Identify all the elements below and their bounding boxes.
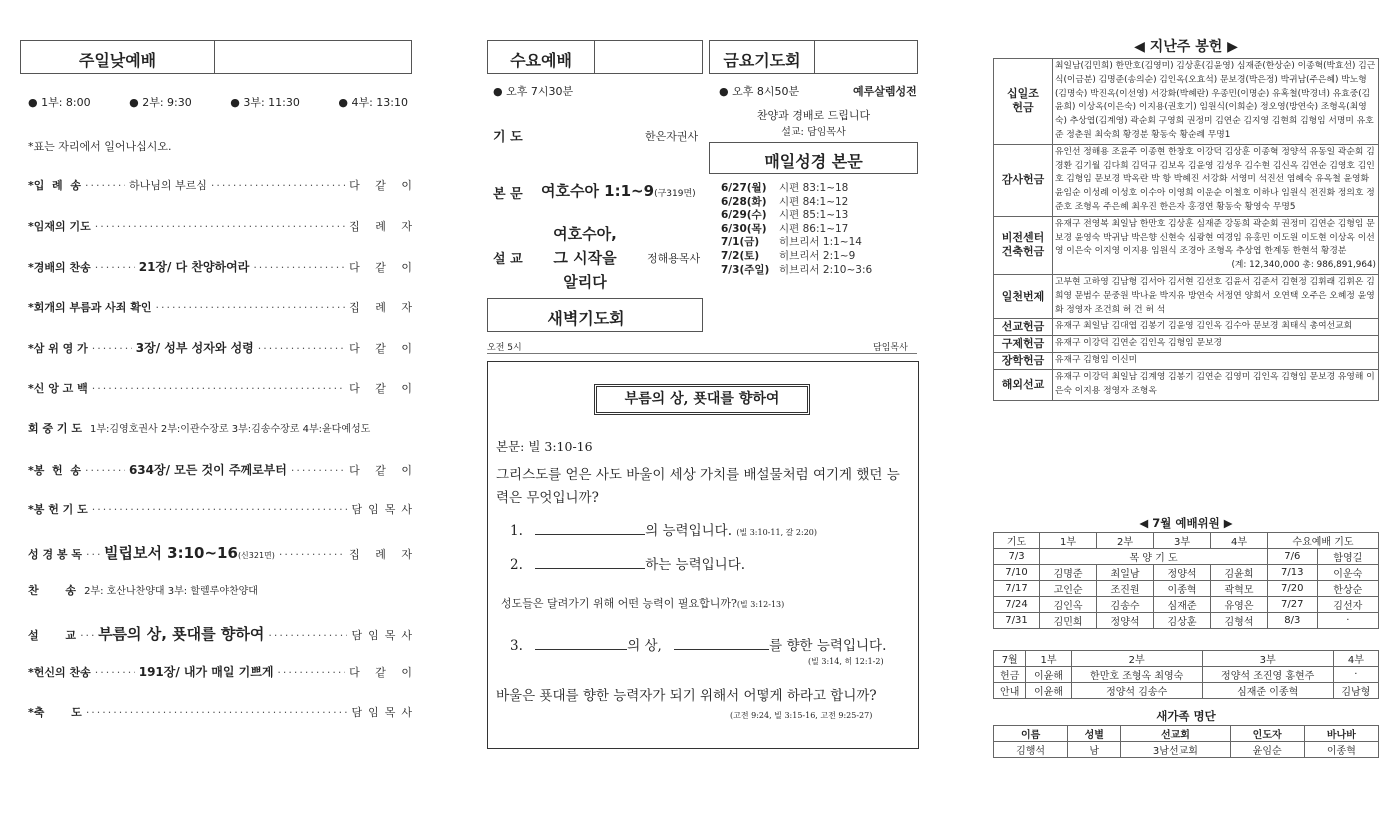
july-cell: 8/3	[1268, 613, 1318, 629]
order-text	[104, 542, 275, 563]
blank-number: 2.	[510, 557, 523, 573]
july-head-cell: 1부	[1040, 533, 1097, 549]
july-cell: 목 양 기 도	[1040, 549, 1268, 565]
order-text-page: (신321면)	[237, 550, 275, 560]
july-row	[994, 581, 1379, 597]
daily-verse: 시편 83:1~18	[779, 182, 849, 194]
order-text-main: 하나님의 부르심	[128, 179, 207, 192]
july-cell: 7/31	[994, 613, 1040, 629]
order-leader	[279, 548, 345, 561]
blank-text: 의 상,	[627, 638, 662, 654]
daily-verse: 시편 84:1~12	[779, 195, 849, 208]
offering-name-list: 유재구 이강덕 김연순 김인옥 김형임 문보경	[1055, 338, 1222, 349]
blank-text: 의 능력입니다.	[645, 523, 733, 539]
order-text-main: 빌립보서 3:10~16	[104, 543, 238, 562]
july-cell: 이종혁	[1154, 581, 1211, 597]
july-committee-table	[993, 532, 1379, 629]
order-label: *삼 위 영 가	[28, 342, 88, 355]
friday-header	[709, 40, 918, 74]
order-text	[98, 623, 264, 644]
order-right: 다 같 이	[349, 179, 418, 192]
order-row	[28, 623, 418, 644]
newfamily-head-row	[994, 726, 1379, 742]
july2-row	[994, 667, 1379, 683]
order-row	[28, 299, 418, 315]
order-leader	[95, 261, 135, 274]
order-label: 회 중 기 도	[28, 422, 82, 435]
offering-category: 십일조 헌금	[994, 59, 1053, 145]
july2-cell: 이윤해	[1026, 667, 1071, 683]
order-text: 2부: 호산나찬양대 3부: 할렐루야찬양대	[84, 586, 258, 597]
order-row	[28, 420, 418, 436]
july-cell: 7/17	[994, 581, 1040, 597]
offering-name-list: 유재구 이강덕 최일남 김계영 김봉기 김연순 김영미 김인옥 김형임 문보경 유영해 이은숙 이지용 정영자 조형옥	[1055, 372, 1375, 397]
daily-date: 6/29(수)	[721, 209, 767, 222]
offering-name-list: 최일남(김민희) 한만호(김영미) 김상훈(김윤영) 심재준(한상순) 이종혁(박효선) 김근식(이금분) 김명준(송의순) 김인옥(오효석) 문보경(박은정) 박귀남(주은혜) 박노형(김명숙) 박진옥(이선영) 서강화(박혜란) 우종민(이명순) 유혹철(박경녀) 유효중(김윤희) 이상옥(이은숙) 이지용(권호기) 임원식(이희순) 정오영(방연숙) 조형옥(최영숙) 추상엽(김계영) 곽순회 구영희 권정미 김연순 김지영 김현희 김형임 서명미 유호준 정춘원 최숙희 황경분 황동숙 황순례 무명1	[1055, 61, 1376, 140]
newfamily-cell: 김행석	[994, 742, 1068, 758]
standing-note: *표는 자리에서 일어나십시오.	[28, 140, 172, 153]
order-label: *축 도	[28, 705, 82, 719]
offering-category: 장학헌금	[994, 353, 1053, 370]
order-label: 찬 송	[28, 584, 77, 597]
order-text: 1부:김영호권사 2부:이관수장로 3부:김송수장로 4부:윤다예성도	[90, 424, 371, 435]
order-leader	[258, 342, 345, 355]
offering-category: 선교헌금	[994, 319, 1053, 336]
july-cell: 7/6	[1268, 549, 1318, 565]
blank-ref: (빌 3:10-11, 갈 2:20)	[736, 528, 818, 537]
offering-names	[1053, 370, 1379, 401]
order-right: 집 례 자	[349, 219, 418, 233]
july-cell: 김윤희	[1211, 565, 1268, 581]
newfamily-cell: 이종혁	[1304, 742, 1378, 758]
july-cell: 김상훈	[1154, 613, 1211, 629]
order-leader	[92, 342, 132, 355]
july-cell: 고인순	[1040, 581, 1097, 597]
offering-row	[994, 336, 1379, 353]
order-right: 집 례 자	[349, 300, 418, 314]
daily-date: 6/30(목)	[721, 222, 767, 235]
july-cell: 김송수	[1097, 597, 1154, 613]
sermon-title-line: 여호수아,	[553, 225, 617, 243]
offering-row	[994, 144, 1379, 216]
dawn-time: 오전 5시	[487, 343, 522, 353]
blank-line	[674, 649, 769, 650]
order-row	[28, 542, 418, 563]
offering-row	[994, 353, 1379, 370]
order-label: *경배의 찬송	[28, 261, 91, 274]
july-cell: 조진원	[1097, 581, 1154, 597]
sermon-note-title: 부름의 상, 푯대를 향하여	[594, 384, 810, 415]
order-right: 담임목사	[351, 503, 418, 516]
offering-names	[1053, 144, 1379, 216]
order-leader	[95, 220, 345, 233]
friday-line2: 설교: 담임목사	[781, 127, 846, 138]
order-right: 집 례 자	[349, 547, 418, 561]
note-ref-3: (빌 3:14, 히 12:1-2)	[808, 657, 884, 666]
newfamily-table	[993, 725, 1379, 758]
divider	[487, 353, 917, 354]
time-1: ● 1부: 8:00	[28, 96, 91, 109]
sunday-header	[20, 40, 412, 74]
sermon-title-line: 알리다	[563, 273, 607, 291]
offering-names	[1053, 336, 1379, 353]
order-row	[28, 380, 418, 396]
dawn-title: 새벽기도회	[547, 309, 625, 328]
order-text	[136, 339, 254, 356]
wednesday-time: ● 오후 7시30분	[493, 85, 574, 98]
order-row	[28, 704, 418, 720]
daily-verse: 시편 85:1~13	[779, 209, 849, 222]
order-right: 다 같 이	[349, 463, 418, 477]
july-cell: 김민희	[1040, 613, 1097, 629]
july-row	[994, 597, 1379, 613]
daily-date: 7/1(금)	[721, 236, 760, 249]
offering-category: 구제헌금	[994, 336, 1053, 353]
order-label: *입 례 송	[28, 179, 81, 192]
offering-total: (계: 12,340,000 총: 986,891,964)	[1231, 260, 1376, 271]
order-leader	[268, 629, 347, 642]
daily-date: 6/27(월)	[721, 182, 767, 194]
time-4: ● 4부: 13:10	[338, 96, 408, 109]
order-label: *신 앙 고 백	[28, 381, 88, 395]
sermon-note-box	[487, 361, 919, 749]
july-title: ◀ 7월 예배위원 ▶	[1139, 516, 1233, 530]
order-label: *봉 헌 기 도	[28, 503, 88, 516]
order-row	[28, 339, 418, 356]
july2-cell: 정양석 김송수	[1071, 683, 1202, 699]
july-cell: 한상순	[1317, 581, 1378, 597]
sermon-label: 설 교	[493, 252, 523, 267]
newfamily-title: 새가족 명단	[1156, 709, 1216, 723]
sermon-title-line: 그 시작을	[553, 249, 617, 267]
wednesday-title: 수요예배	[510, 51, 572, 70]
july-cell: 김인옥	[1040, 597, 1097, 613]
order-label: 성 경 봉 독	[28, 547, 82, 561]
preacher: 정해용목사	[647, 252, 701, 265]
friday-time: ● 오후 8시50분	[719, 85, 800, 98]
daily-row	[721, 223, 872, 237]
july2-head-cell: 2부	[1071, 651, 1202, 667]
question-text: 성도들은 달려가기 위해 어떤 능력이 필요합니까?	[501, 597, 737, 610]
july-head-cell: 수요예배 기도	[1268, 533, 1379, 549]
order-leader	[85, 179, 125, 192]
offering-names	[1053, 353, 1379, 370]
order-leader	[86, 706, 348, 719]
july-cell: 유영은	[1211, 597, 1268, 613]
daily-list	[721, 182, 872, 277]
july-head-row	[994, 533, 1379, 549]
dawn-leader: 담임목사	[873, 343, 908, 353]
order-label: *임재의 기도	[28, 219, 91, 233]
note-question-1: 그리스도를 얻은 사도 바울이 세상 가치를 배설물처럼 여기게 했던 능력은 무엇입니까?	[496, 467, 900, 506]
order-leader	[80, 629, 94, 642]
order-leader	[92, 382, 345, 395]
july2-head-cell: 3부	[1202, 651, 1333, 667]
divider	[214, 41, 215, 73]
order-text-main: 부름의 상, 푯대를 향하여	[98, 624, 265, 643]
july2-row	[994, 683, 1379, 699]
text-value	[541, 180, 696, 201]
blank-line	[535, 568, 645, 569]
order-leader	[156, 301, 346, 314]
offering-row	[994, 59, 1379, 145]
prayer-label: 기 도	[493, 130, 523, 145]
order-right: 다 같 이	[349, 342, 418, 355]
order-row	[28, 177, 418, 193]
text-label: 본 문	[493, 187, 523, 202]
daily-title: 매일성경 본문	[764, 152, 863, 171]
blank-line	[535, 534, 645, 535]
offering-category: 일천번제	[994, 274, 1053, 318]
order-leader	[85, 464, 125, 477]
prayer-name: 한은자권사	[645, 130, 699, 143]
offering-category: 감사헌금	[994, 144, 1053, 216]
order-right: 다 같 이	[349, 666, 418, 679]
daily-date: 7/3(주일)	[721, 263, 770, 276]
text-page: (구319면)	[654, 189, 696, 199]
sermon-title	[545, 222, 625, 294]
friday-title: 금요기도회	[723, 51, 801, 70]
daily-row	[721, 264, 872, 278]
offering-names	[1053, 216, 1379, 274]
july-cell: 7/13	[1268, 565, 1318, 581]
order-leader	[211, 179, 345, 192]
newfamily-cell: 윤임순	[1230, 742, 1304, 758]
offering-category: 비전센터 건축헌금	[994, 216, 1053, 274]
july2-cell: 김남형	[1333, 683, 1378, 699]
order-right: 담임목사	[351, 705, 418, 719]
note-blank-1	[510, 519, 817, 539]
july2-cell: 정양석 조진영 홍현주	[1202, 667, 1333, 683]
order-text	[129, 177, 207, 193]
order-row	[28, 461, 418, 478]
july-cell: 심재준	[1154, 597, 1211, 613]
daily-date: 7/2(토)	[721, 249, 760, 262]
order-label: *봉 헌 송	[28, 463, 81, 477]
order-row	[28, 218, 418, 234]
offering-name-list: 유재구 전영복 최일남 한만호 김상훈 심재준 강동희 곽순회 권정미 김연순 김형임 문보경 윤영숙 박귀남 박은향 신현숙 심광현 여경임 유홍민 이도원 이도현 이상옥 이선영 이은숙 이지영 이지용 임원식 조경아 조형옥 추상엽 한계동 한현석 황경분	[1055, 218, 1375, 257]
offering-names	[1053, 274, 1379, 318]
july-row	[994, 613, 1379, 629]
offering-names	[1053, 319, 1379, 336]
july2-cell: ·	[1333, 667, 1378, 683]
july-cell: 정양석	[1154, 565, 1211, 581]
dawn-header	[487, 298, 703, 332]
july-cell: 7/3	[994, 549, 1040, 565]
order-right: 담임목사	[351, 628, 418, 642]
offering-names	[1053, 59, 1379, 145]
daily-verse: 히브리서 2:10~3:6	[779, 263, 873, 276]
divider	[814, 41, 815, 73]
offering-row	[994, 216, 1379, 274]
sunday-times	[28, 94, 408, 110]
july2-head-row	[994, 651, 1379, 667]
order-text-main: 21장/ 다 찬양하여라	[138, 260, 250, 274]
offerings-table	[993, 58, 1379, 401]
july-cell: 정양석	[1097, 613, 1154, 629]
july-row	[994, 549, 1379, 565]
daily-date: 6/28(화)	[721, 195, 767, 208]
order-text	[139, 258, 250, 275]
note-passage: 본문: 빌 3:10-16	[496, 439, 593, 454]
july2-cell: 심재준 이종혁	[1202, 683, 1333, 699]
july-cell: 김선자	[1317, 597, 1378, 613]
blank-text: 를 향한 능력입니다.	[769, 638, 887, 654]
wednesday-header	[487, 40, 703, 74]
blank-text: 하는 능력입니다.	[645, 557, 746, 573]
order-leader	[253, 261, 345, 274]
july-cell: ·	[1317, 613, 1378, 629]
note-ref-q3: (고전 9:24, 빌 3:15-16, 고전 9:25-27)	[730, 711, 873, 720]
order-text-main: 191장/ 내가 매일 기쁘게	[138, 665, 274, 679]
note-blank-2	[510, 553, 745, 573]
order-leader	[86, 548, 100, 561]
note-blank-3	[510, 634, 886, 654]
daily-row	[721, 209, 872, 223]
order-leader	[291, 464, 345, 477]
order-leader	[277, 666, 345, 679]
july-head-cell: 4부	[1211, 533, 1268, 549]
newfamily-row	[994, 742, 1379, 758]
blank-line	[535, 649, 627, 650]
time-2: ● 2부: 9:30	[129, 96, 192, 109]
newfamily-head-cell: 성별	[1068, 726, 1121, 742]
question-ref: (빌 3:12-13)	[736, 600, 785, 609]
july-cell: 김형석	[1211, 613, 1268, 629]
july2-cell: 안내	[994, 683, 1026, 699]
july-cell: 김명준	[1040, 565, 1097, 581]
july-ushers-table	[993, 650, 1379, 699]
order-text-main: 634장/ 모든 것이 주께로부터	[128, 462, 287, 477]
order-label: *헌신의 찬송	[28, 666, 91, 679]
newfamily-head-cell: 바나바	[1304, 726, 1378, 742]
order-leader	[95, 666, 135, 679]
july2-cell: 이윤해	[1026, 683, 1071, 699]
friday-place: 예루살렘성전	[853, 85, 917, 98]
july2-cell: 헌금	[994, 667, 1026, 683]
order-row	[28, 663, 418, 680]
divider	[594, 41, 595, 73]
newfamily-cell: 남	[1068, 742, 1121, 758]
july-cell: 함영길	[1317, 549, 1378, 565]
offering-name-list: 고부현 고하영 김남형 김서아 김서현 김선호 김윤서 김준서 김현정 김휘래 김휘온 김희영 문범수 문중원 박나윤 박지유 방연숙 서정연 양희서 오연택 오주은 오혜정 윤영화 정영자 조건희 허 건 허 석	[1055, 276, 1375, 315]
offering-name-list: 유인선 정해용 조윤주 이종현 한창호 이강덕 김상훈 이종혁 정양석 유동일 곽순회 김경환 김기월 김다희 김덕규 김보옥 김윤영 김성우 김수현 김신옥 김연순 김영호 김인호 김형임 문보경 박옥란 박 항 박혜진 서강화 서영미 석진선 염혜숙 유옥철 윤영화 윤임순 이성례 이성호 이수아 이영희 이운순 이철호 이하나 임원식 전진화 정의호 정준호 조형옥 주은혜 최우진 한은자 홍경연 황동숙 황영숙 무명5	[1055, 146, 1375, 212]
july2-head-cell: 4부	[1333, 651, 1378, 667]
daily-verse: 히브리서 2:1~9	[779, 249, 856, 262]
time-3: ● 3부: 11:30	[230, 96, 300, 109]
friday-line1: 찬양과 경배로 드립니다	[756, 109, 871, 122]
blank-number: 3.	[510, 638, 523, 654]
daily-verse: 시편 86:1~17	[779, 222, 849, 235]
blank-number: 1.	[510, 523, 523, 539]
july-head-cell: 2부	[1097, 533, 1154, 549]
july-cell: 최일남	[1097, 565, 1154, 581]
july2-head-cell: 1부	[1026, 651, 1071, 667]
order-row	[28, 582, 418, 598]
order-right: 다 같 이	[349, 261, 418, 274]
july-cell: 7/20	[1268, 581, 1318, 597]
note-question-3: 바울은 푯대를 향한 능력자가 되기 위해서 어떻게 하라고 합니까?	[496, 688, 877, 704]
sunday-title: 주일낮예배	[78, 51, 157, 70]
newfamily-head-cell: 인도자	[1230, 726, 1304, 742]
july-head-cell: 기도	[994, 533, 1040, 549]
order-right: 다 같 이	[349, 381, 418, 395]
daily-row	[721, 182, 872, 196]
july-cell: 7/10	[994, 565, 1040, 581]
offerings-title: ◀ 지난주 봉헌 ▶	[1134, 39, 1238, 55]
daily-header	[709, 142, 918, 174]
offering-row	[994, 274, 1379, 318]
order-label: 설 교	[28, 628, 77, 642]
offering-row	[994, 319, 1379, 336]
newfamily-head-cell: 이름	[994, 726, 1068, 742]
daily-row	[721, 250, 872, 264]
july-head-cell: 3부	[1154, 533, 1211, 549]
july-cell: 곽혁모	[1211, 581, 1268, 597]
order-row	[28, 501, 418, 517]
offering-name-list: 유재구 최일남 김대엽 김봉기 김윤영 김인옥 김수아 문보경 최태식 총여선교회	[1055, 321, 1353, 332]
july-row	[994, 565, 1379, 581]
offering-name-list: 유재구 김형임 이신미	[1055, 355, 1138, 366]
july-cell: 7/24	[994, 597, 1040, 613]
order-text-main: 3장/ 성부 성자와 성령	[135, 341, 254, 355]
order-row	[28, 258, 418, 275]
offering-category: 해외선교	[994, 370, 1053, 401]
newfamily-cell: 3남선교회	[1121, 742, 1230, 758]
order-leader	[92, 503, 348, 516]
note-question-2	[501, 595, 784, 611]
july2-head-cell: 7월	[994, 651, 1026, 667]
daily-verse: 히브리서 1:1~14	[779, 236, 862, 249]
july-cell: 7/27	[1268, 597, 1318, 613]
order-text	[129, 461, 287, 478]
july2-cell: 한만호 조형옥 최영숙	[1071, 667, 1202, 683]
order-label: *회개의 부름과 사죄 확인	[28, 300, 152, 314]
newfamily-head-cell: 선교회	[1121, 726, 1230, 742]
offering-row	[994, 370, 1379, 401]
july-cell: 이운숙	[1317, 565, 1378, 581]
daily-row	[721, 196, 872, 210]
order-text	[139, 663, 274, 680]
daily-row	[721, 236, 872, 250]
text-passage: 여호수아 1:1~9	[541, 182, 655, 200]
